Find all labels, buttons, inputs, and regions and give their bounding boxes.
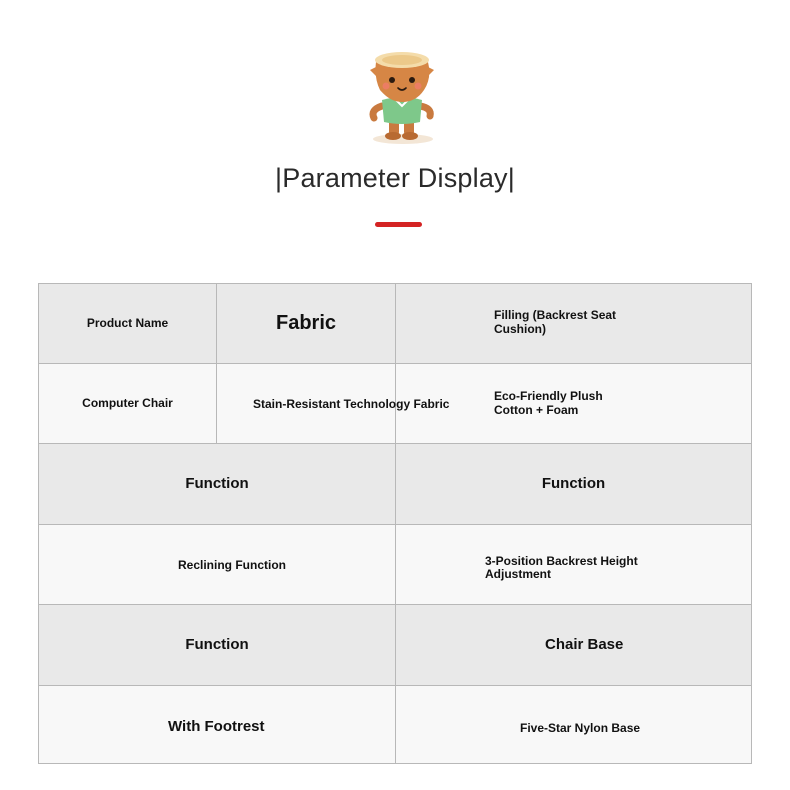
table-row [39, 686, 751, 763]
title-accent-bar [375, 222, 422, 227]
table-cell [396, 605, 751, 685]
table-row [39, 525, 751, 605]
footrest-value: With Footrest [168, 718, 265, 735]
table-row [39, 605, 751, 686]
table-cell [39, 284, 217, 363]
function-heading: Function [185, 475, 249, 493]
table-cell [396, 525, 751, 604]
table-cell [39, 364, 217, 443]
table-cell [396, 444, 751, 524]
table-cell [39, 686, 396, 763]
table-row [39, 364, 751, 444]
fabric-value: Stain-Resistant Technology Fabric [253, 397, 450, 411]
page-title: |Parameter Display| [275, 163, 515, 193]
gingerbread-mascot-icon [362, 48, 442, 148]
table-cell [39, 525, 396, 604]
table-cell [396, 364, 751, 443]
table-cell [39, 444, 396, 524]
filling-value-line1: Eco-Friendly Plush [494, 389, 603, 403]
product-name-label: Product Name [86, 315, 169, 330]
backrest-adjust-line2: Adjustment [485, 567, 551, 581]
parameter-table [38, 283, 752, 764]
table-cell [217, 364, 450, 443]
table-cell [396, 284, 751, 363]
product-name-value: Computer Chair [82, 395, 173, 410]
reclining-function-value: Reclining Function [178, 558, 286, 572]
function-heading: Function [541, 475, 606, 493]
table-cell [39, 605, 396, 685]
table-row [39, 444, 751, 525]
table-cell [396, 686, 751, 763]
chair-base-heading: Chair Base [545, 636, 624, 653]
fabric-heading: Fabric [275, 312, 337, 334]
filling-heading: Filling (Backrest Seat Cushion) [494, 308, 617, 336]
filling-value-line2: Cotton + Foam [494, 403, 579, 417]
table-cell [217, 284, 396, 363]
function-heading: Function [185, 636, 249, 654]
backrest-adjust-line1: 3-Position Backrest Height [485, 554, 638, 568]
chair-base-value: Five-Star Nylon Base [520, 721, 641, 735]
table-row [39, 284, 751, 364]
